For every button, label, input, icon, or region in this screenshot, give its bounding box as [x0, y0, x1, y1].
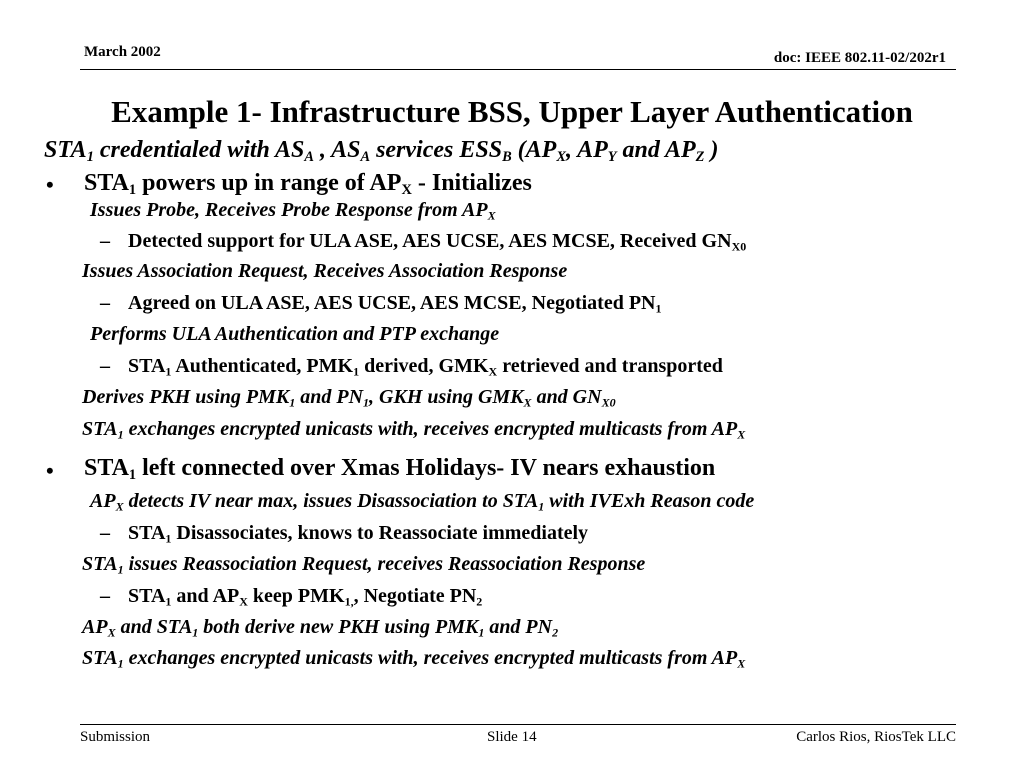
italic-line-association: Issues Association Request, Receives Association Response — [82, 260, 568, 282]
dash-line-detected: Detected support for ULA ASE, AES UCSE, AES MCSE, Received $GN_{X0}$ — [128, 230, 747, 254]
footer-author: Carlos Rios, RiosTek LLC — [796, 729, 956, 745]
dash-line-keep-pmk: $STA_1$ and $AP_X$ keep $PMK_{1,}$, Negotiate $PN_2$ — [128, 585, 483, 609]
dash-marker: – — [100, 292, 110, 314]
italic-line-probe: Issues Probe, Receives Probe Response from $AP_X$ — [90, 199, 496, 223]
lead-line: $STA_1$ credentialed with $AS_A$ , $AS_A$ services $ESS_B$ ($AP_X$, $AP_Y$ and $AP_Z$ ) — [44, 137, 719, 166]
dash-marker: – — [100, 585, 110, 607]
dash-marker: – — [100, 230, 110, 252]
italic-line-reassociation: $STA_1$ issues Reassociation Request, receives Reassociation Response — [82, 553, 646, 577]
bullet-line-1: $STA_1$ powers up in range of $AP_X$ - Initializes — [84, 170, 532, 199]
header-date: March 2002 — [84, 44, 161, 60]
footer-submission: Submission — [80, 729, 151, 745]
bullet-marker: • — [46, 172, 54, 197]
slide-title: Example 1- Infrastructure BSS, Upper Layer Authentication — [111, 94, 913, 129]
italic-line-derives: Derives PKH using $PMK_1$ and $PN_1$, GKH using $GMK_X$ and $GN_{X0}$ — [82, 386, 616, 410]
header-rule — [80, 69, 956, 70]
footer-slide-number: Slide 14 — [487, 729, 537, 745]
footer-rule — [80, 724, 956, 725]
header-doc-id: doc: IEEE 802.11-02/202r1 — [773, 50, 946, 66]
italic-line-exchanges: $STA_1$ exchanges encrypted unicasts with, receives encrypted multicasts from $AP_X$ — [82, 418, 746, 442]
italic-line-derive-new-pkh: $AP_X$ and $STA_1$ both derive new PKH using $PMK_1$ and $PN_2$ — [82, 616, 559, 640]
dash-line-disassociates: $STA_1$ Disassociates, knows to Reassociate immediately — [128, 522, 589, 546]
bullet-line-2: $STA_1$ left connected over Xmas Holidays- IV nears exhaustion — [84, 455, 716, 484]
italic-line-detects-iv: $AP_X$ detects IV near max, issues Disassociation to $STA_1$ with IVExh Reason code — [90, 490, 755, 514]
italic-line-authentication: Performs ULA Authentication and PTP exchange — [90, 323, 500, 345]
dash-line-authenticated: $STA_1$ Authenticated, $PMK_1$ derived, $GMK_X$ retrieved and transported — [128, 355, 723, 379]
dash-marker: – — [100, 522, 110, 544]
bullet-marker: • — [46, 458, 54, 483]
italic-line-exchanges-2: $STA_1$ exchanges encrypted unicasts with, receives encrypted multicasts from $AP_X$ — [82, 647, 746, 671]
dash-line-agreed: Agreed on ULA ASE, AES UCSE, AES MCSE, Negotiated $PN_1$ — [128, 292, 662, 316]
dash-marker: – — [100, 355, 110, 377]
